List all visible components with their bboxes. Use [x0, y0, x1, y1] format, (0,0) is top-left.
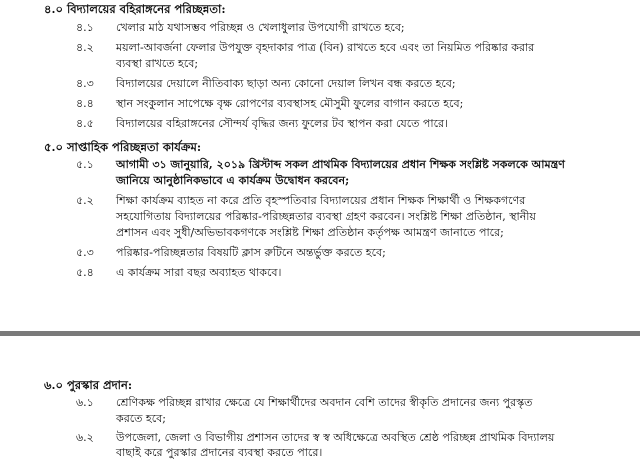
- item-text-line: আগামী ৩১ জানুয়ারি, ২০১৯ খ্রিস্টাব্দ সকল প্রাথমিক বিদ্যালয়ের প্রধান শিক্ষক সংশ্লিষ্ট সকলকে আমন্ত্রণ: [116, 158, 565, 171]
- item-text-line: বিদ্যালয়ের দেয়ালে নীতিবাক্য ছাড়া অন্য কোনো দেয়াল লিখন বন্ধ করতে হবে;: [116, 77, 456, 90]
- item-4-1: [76, 20, 616, 36]
- item-number: ৫.১: [76, 158, 94, 171]
- page-divider: [0, 331, 640, 336]
- item-5-3: [76, 245, 616, 261]
- item-number: ৫.২: [76, 194, 94, 207]
- section-4-heading: ৪.০ বিদ্যালয়ের বহিরাঙ্গনের পরিচ্ছন্নতা:: [44, 2, 226, 16]
- item-6-2: [76, 430, 626, 460]
- item-4-2: [76, 40, 616, 72]
- item-4-5: [76, 116, 616, 132]
- item-text-line: বিদ্যালয়ের বহিরাঙ্গনের সৌন্দর্য বৃদ্ধির জন্য ফুলের টব স্থাপন করা যেতে পারে।: [116, 117, 448, 130]
- item-number: ৪.১: [76, 21, 94, 34]
- item-5-2: [76, 193, 626, 241]
- item-number: ৫.৩: [76, 246, 94, 259]
- item-number: ৬.১: [76, 396, 94, 409]
- item-text-line: এ কার্যক্রম সারা বছর অব্যাহত থাকবে।: [116, 266, 282, 279]
- item-text-line: শিক্ষা কার্যক্রম ব্যাহত না করে প্রতি বৃহস্পতিবার বিদ্যালয়ের প্রধান শিক্ষক শিক্ষার্থী ও শিক্ষকগণের: [116, 194, 526, 207]
- item-4-3: [76, 76, 616, 92]
- item-4-4: [76, 96, 616, 112]
- item-number: ৪.৪: [76, 97, 94, 110]
- document-page-bottom: [0, 352, 640, 460]
- section-6-heading: ৬.০ পুরস্কার প্রদান:: [44, 378, 133, 392]
- item-text-line: শ্রেণিকক্ষ পরিচ্ছন্ন রাখার ক্ষেত্রে যে শিক্ষার্থীদের অবদান বেশি তাদের স্বীকৃতি প্রদানের জন্য পুরস্কৃত: [116, 396, 533, 409]
- item-6-1: [76, 395, 626, 427]
- item-text-line: স্থান সংকুলান সাপেক্ষে বৃক্ষ রোপণের ব্যবস্থাসহ মৌসুমী ফুলের বাগান করতে হবে;: [116, 97, 464, 110]
- item-text-line: জানিয়ে আনুষ্ঠানিকভাবে এ কার্যক্রম উদ্বোধন করবেন;: [116, 174, 350, 187]
- item-text-line: উপজেলা, জেলা ও বিভাগীয় প্রশাসন তাদের স্ব স্ব অধিক্ষেত্রে অবস্থিত শ্রেষ্ঠ পরিচ্ছন্ন প্রাথমিক বিদ্যালয়: [116, 431, 555, 444]
- item-number: ৪.৩: [76, 77, 94, 90]
- item-number: ৬.২: [76, 431, 94, 444]
- item-number: ৫.৪: [76, 266, 94, 279]
- item-number: ৪.২: [76, 41, 94, 54]
- item-text-line: পরিষ্কার-পরিচ্ছন্নতার বিষয়টি ক্লাস রুটিনে অন্তর্ভুক্ত করতে হবে;: [116, 246, 386, 259]
- section-5-heading: ৫.০ সাপ্তাহিক পরিচ্ছন্নতা কার্যক্রম:: [44, 140, 202, 154]
- item-5-4: [76, 265, 616, 281]
- item-text-line: সহযোগিতায় বিদ্যালয়ের পরিষ্কার-পরিচ্ছন্নতার ব্যবস্থা গ্রহণ করবেন। সংশ্লিষ্ট শিক্ষা প্রতিষ্ঠান, স্থানীয়: [116, 210, 536, 223]
- item-text-line: প্রশাসন এবং সুধী/অভিভাবকগণকে সংশ্লিষ্ট শিক্ষা প্রতিষ্ঠান কর্তৃপক্ষ আমন্ত্রণ জানাতে পারে;: [116, 226, 504, 239]
- item-text-line: করতে হবে;: [116, 412, 166, 425]
- item-number: ৪.৫: [76, 117, 94, 130]
- item-text-line: ব্যবস্থা রাখতে হবে;: [116, 57, 199, 70]
- item-text-line: ময়লা-আবর্জনা ফেলার উপযুক্ত বৃহদাকার পাত্র (বিন) রাখতে হবে এবং তা নিয়মিত পরিষ্কার করার: [116, 41, 535, 54]
- item-5-1: [76, 157, 626, 189]
- item-text-line: খেলার মাঠ যথাসম্ভব পরিচ্ছন্ন ও খেলাধুলার উপযোগী রাখতে হবে;: [116, 21, 405, 34]
- item-text-line: বাছাই করে পুরস্কার প্রদানের ব্যবস্থা করতে পারে।: [116, 446, 323, 459]
